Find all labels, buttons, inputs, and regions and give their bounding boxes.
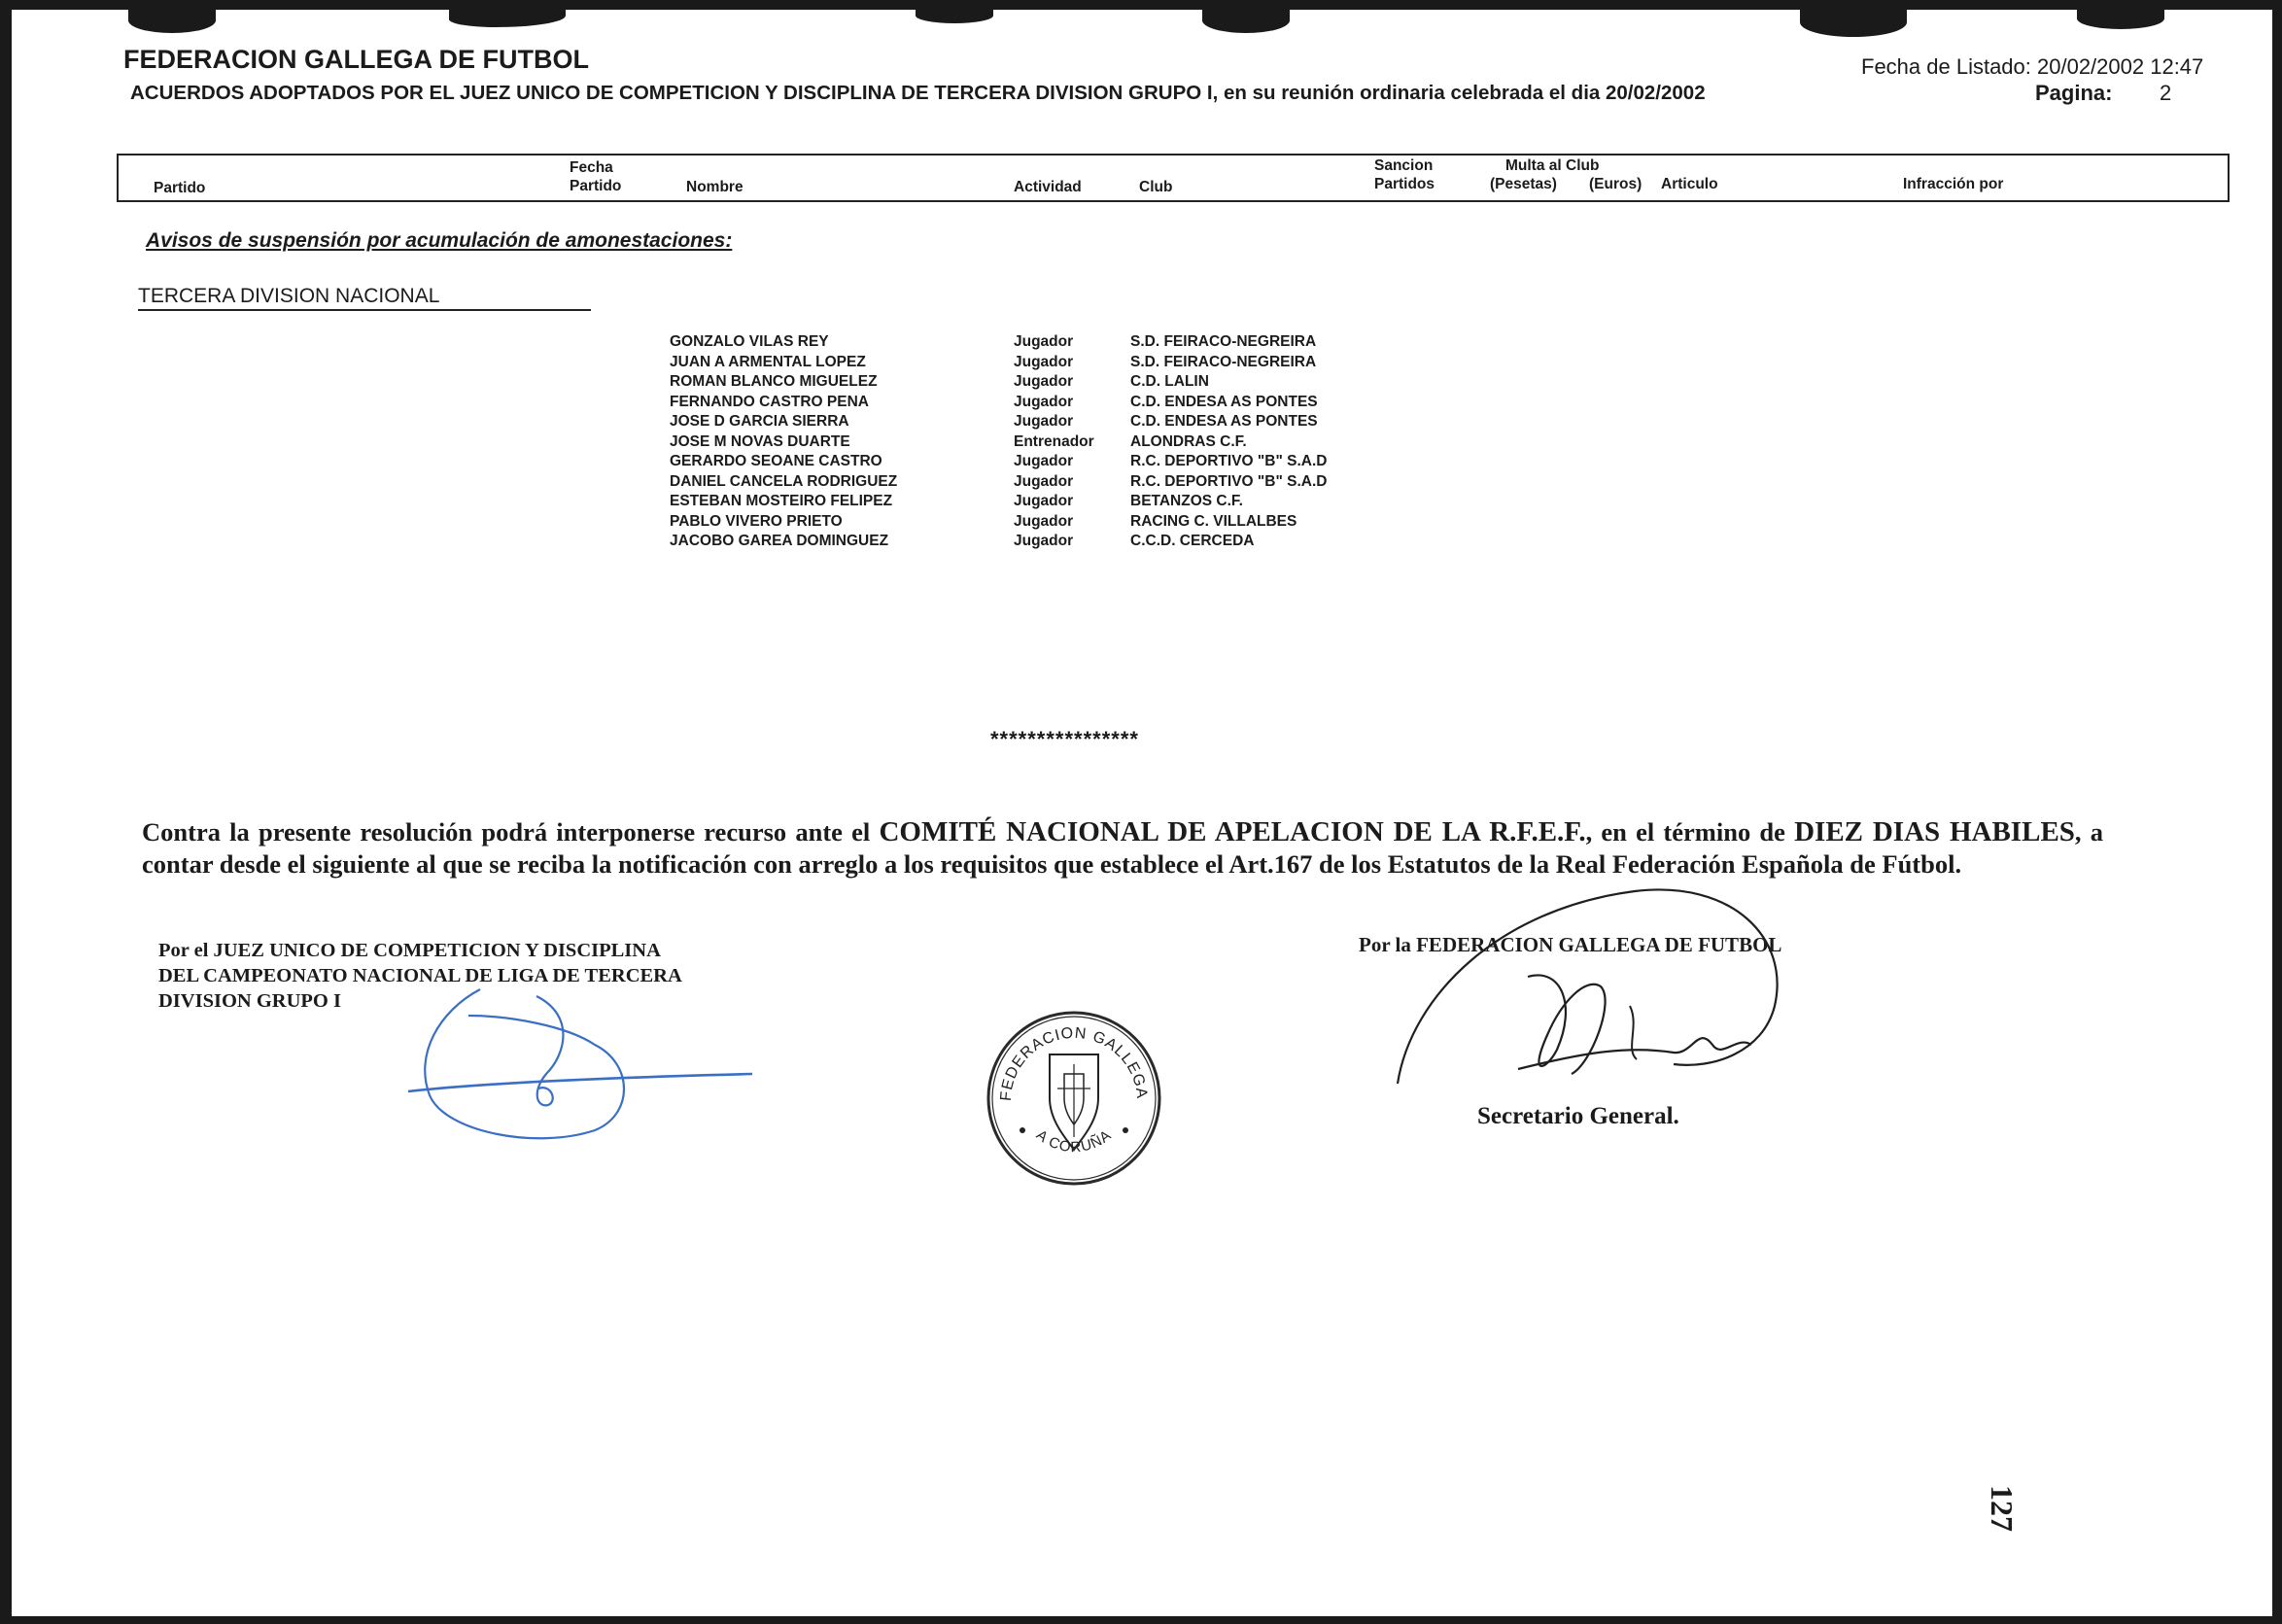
col-sancion-line2: Partidos: [1374, 176, 1435, 192]
player-activity: Jugador: [1014, 512, 1074, 530]
player-name: GONZALO VILAS REY: [670, 333, 829, 350]
player-name: PABLO VIVERO PRIETO: [670, 512, 843, 530]
player-club: C.C.D. CERCEDA: [1130, 533, 1255, 549]
player-club: R.C. DEPORTIVO "B" S.A.D: [1130, 472, 1328, 490]
player-name: JACOBO GAREA DOMINGUEZ: [670, 533, 889, 549]
col-euros: (Euros): [1589, 176, 1642, 192]
col-pesetas: (Pesetas): [1490, 176, 1557, 192]
player-club: ALONDRAS C.F.: [1130, 432, 1247, 450]
player-activity: Entrenador: [1014, 432, 1094, 450]
appeal-text-2: , en el término de: [1585, 817, 1795, 847]
separator-stars: ****************: [990, 727, 1139, 751]
col-infraccion: Infracción por: [1903, 176, 2004, 192]
player-club: S.D. FEIRACO-NEGREIRA: [1130, 333, 1317, 350]
page-number: 2: [2160, 81, 2172, 105]
col-nombre: Nombre: [686, 179, 743, 195]
listing-date: Fecha de Listado: 20/02/2002 12:47: [1861, 54, 2204, 79]
document-subtitle: ACUERDOS ADOPTADOS POR EL JUEZ UNICO DE COMPETICION Y DISCIPLINA DE TERCERA DIVISION GRUPO I, en su reunión ordinaria celebrada el dia 20/02/2002: [130, 82, 1706, 104]
judge-line-2: DEL CAMPEONATO NACIONAL DE LIGA DE TERCERA: [158, 965, 682, 986]
col-partido: Partido: [154, 180, 206, 196]
judge-signature-icon: [400, 986, 760, 1152]
col-actividad: Actividad: [1014, 179, 1082, 195]
player-club: R.C. DEPORTIVO "B" S.A.D: [1130, 453, 1328, 469]
col-articulo: Articulo: [1661, 176, 1718, 192]
appeal-deadline: DIEZ DIAS HABILES: [1794, 816, 2075, 847]
player-club: BETANZOS C.F.: [1130, 493, 1243, 509]
col-club: Club: [1139, 179, 1173, 195]
column-header-box: [117, 154, 2230, 202]
player-activity: Jugador: [1014, 472, 1074, 490]
player-activity: Jugador: [1014, 453, 1074, 469]
player-activity: Jugador: [1014, 373, 1074, 390]
organization-title: FEDERACION GALLEGA DE FUTBOL: [123, 45, 589, 74]
division-name: TERCERA DIVISION NACIONAL: [138, 285, 591, 311]
col-fecha-line2: Partido: [570, 178, 622, 194]
player-club: C.D. ENDESA AS PONTES: [1130, 393, 1318, 410]
player-activity: Jugador: [1014, 413, 1074, 430]
stamp-bottom-text: A CORUÑA: [1032, 1126, 1116, 1157]
folio-number: 127: [1985, 1485, 2020, 1532]
torn-edge-mid: [916, 10, 993, 23]
document-page: [12, 10, 2272, 1616]
player-name: JOSE M NOVAS DUARTE: [670, 432, 850, 450]
player-name: DANIEL CANCELA RODRIGUEZ: [670, 472, 898, 490]
player-name: GERARDO SEOANE CASTRO: [670, 453, 882, 469]
torn-edge-far-right: [2077, 10, 2164, 29]
torn-edge-right: [1800, 10, 1907, 37]
secretary-title: Secretario General.: [1477, 1103, 1679, 1129]
player-activity: Jugador: [1014, 393, 1074, 410]
player-name: JUAN A ARMENTAL LOPEZ: [670, 353, 866, 370]
player-name: ESTEBAN MOSTEIRO FELIPEZ: [670, 493, 893, 509]
secretary-signature-icon: [1382, 880, 1790, 1093]
col-multa: Multa al Club: [1505, 157, 1600, 174]
svg-text:FEDERACION GALLEGA DE FUTBOL: [975, 993, 1150, 1101]
appeal-text-3: , a contar desde el siguiente al que se reciba la notificación con arreglo a los requisitos que establece el Art.167 de los Estatutos de la Real Federación Española de Fútbol.: [142, 817, 2103, 879]
federation-stamp-icon: [975, 993, 1166, 1191]
federation-signature-line: Por la FEDERACION GALLEGA DE FUTBOL: [1359, 933, 1782, 956]
player-club: C.D. LALIN: [1130, 373, 1209, 390]
appeal-paragraph: [142, 816, 2103, 881]
player-activity: Jugador: [1014, 533, 1074, 549]
page-label: Pagina:: [2035, 81, 2113, 105]
player-activity: Jugador: [1014, 353, 1074, 370]
torn-edge-mid-right: [1202, 10, 1290, 33]
player-activity: Jugador: [1014, 333, 1074, 350]
judge-line-3: DIVISION GRUPO I: [158, 990, 341, 1012]
section-title: Avisos de suspensión por acumulación de amonestaciones:: [146, 229, 733, 252]
player-name: ROMAN BLANCO MIGUELEZ: [670, 373, 878, 390]
torn-edge-mid-left: [449, 10, 566, 27]
player-club: C.D. ENDESA AS PONTES: [1130, 413, 1318, 430]
col-fecha-line1: Fecha: [570, 159, 613, 176]
col-sancion-line1: Sancion: [1374, 157, 1434, 174]
appeal-text-1: Contra la presente resolución podrá interponerse recurso ante el: [142, 817, 880, 847]
player-club: S.D. FEIRACO-NEGREIRA: [1130, 353, 1317, 370]
player-activity: Jugador: [1014, 493, 1074, 509]
stamp-top-text: FEDERACION GALLEGA DE FUTBOL: [975, 993, 1151, 1102]
player-name: FERNANDO CASTRO PENA: [670, 393, 869, 410]
player-club: RACING C. VILLALBES: [1130, 512, 1297, 530]
judge-line-1: Por el JUEZ UNICO DE COMPETICION Y DISCIPLINA: [158, 940, 661, 961]
appeal-committee: COMITÉ NACIONAL DE APELACION DE LA R.F.E.F.: [879, 816, 1586, 847]
player-name: JOSE D GARCIA SIERRA: [670, 413, 849, 430]
torn-edge-left: [128, 10, 216, 33]
